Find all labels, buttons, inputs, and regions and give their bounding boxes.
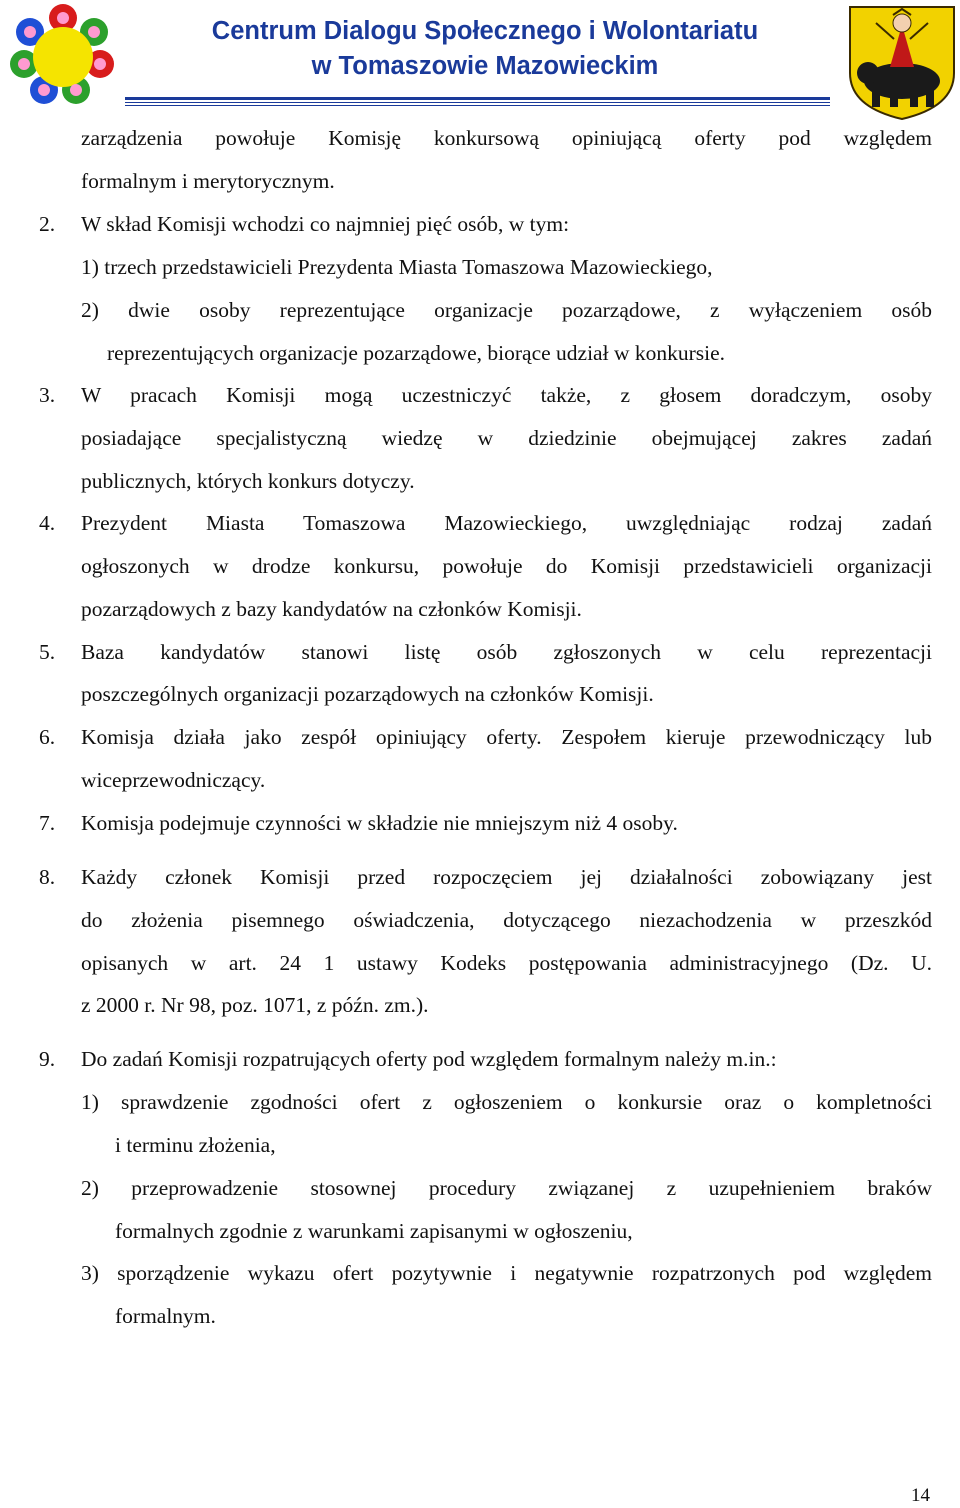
header-rule [125,105,830,106]
paragraph-line: formalnym. [115,1304,216,1328]
item-number: 6. [39,725,56,749]
document-header [0,0,960,115]
item-number: 8. [39,865,56,889]
page-number: 14 [911,1485,930,1506]
flower-logo-icon [4,2,122,106]
list-item: 3) sporządzenie wykazu ofert pozytywnie i negatywnie rozpatrzonych pod względem [81,1261,932,1285]
header-rule [125,97,830,100]
city-crest-icon [846,3,958,121]
item-number: 5. [39,640,56,664]
paragraph-line: Komisja podejmuje czynności w składzie nie mniejszym niż 4 osoby. [81,811,678,835]
list-item: 1) sprawdzenie zgodności ofert z ogłoszeniem o konkursie oraz o kompletności [81,1090,932,1114]
paragraph-line: Do zadań Komisji rozpatrujących oferty pod względem formalnym należy m.in.: [81,1047,777,1071]
paragraph-line: Baza kandydatów stanowi listę osób zgłoszonych w celu reprezentacji [81,640,932,664]
organization-name-line-2: w Tomaszowie Mazowieckim [311,52,659,80]
item-number: 7. [39,811,56,835]
list-item: 2) przeprowadzenie stosownej procedury związanej z uzupełnieniem braków [81,1176,932,1200]
paragraph-line: zarządzenia powołuje Komisję konkursową opiniującą oferty pod względem [81,126,932,150]
paragraph-line: W skład Komisji wchodzi co najmniej pięć osób, w tym: [81,212,570,236]
paragraph-line: W pracach Komisji mogą uczestniczyć także, z głosem doradczym, osoby [81,383,932,407]
paragraph-line: i terminu złożenia, [115,1133,276,1157]
paragraph-line: formalnym i merytorycznym. [81,169,335,193]
paragraph-line: wiceprzewodniczący. [81,768,266,792]
paragraph-line: z 2000 r. Nr 98, poz. 1071, z późn. zm.). [81,993,429,1017]
paragraph-line: do złożenia pisemnego oświadczenia, dotyczącego niezachodzenia w przeszkód [81,908,932,932]
list-item: 1) trzech przedstawicieli Prezydenta Miasta Tomaszowa Mazowieckiego, [81,255,713,279]
paragraph-line: publicznych, których konkurs dotyczy. [81,469,415,493]
paragraph-line: Komisja działa jako zespół opiniujący oferty. Zespołem kieruje przewodniczący lub [81,725,932,749]
item-number: 4. [39,511,56,535]
paragraph-line: ogłoszonych w drodze konkursu, powołuje do Komisji przedstawicieli organizacji [81,554,932,578]
paragraph-line: Każdy członek Komisji przed rozpoczęciem jej działalności zobowiązany jest [81,865,932,889]
item-number: 2. [39,212,56,236]
paragraph-line: opisanych w art. 24 1 ustawy Kodeks postępowania administracyjnego (Dz. U. [81,951,932,975]
list-item: 2) dwie osoby reprezentujące organizacje pozarządowe, z wyłączeniem osób [81,298,932,322]
organization-name-line-1: Centrum Dialogu Społecznego i Wolontariatu [211,17,759,45]
item-number: 3. [39,383,56,407]
organization-name [130,14,840,84]
paragraph-line: Prezydent Miasta Tomaszowa Mazowieckiego, uwzględniając rodzaj zadań [81,511,932,535]
paragraph-line: poszczególnych organizacji pozarządowych na członków Komisji. [81,682,654,706]
header-rule [125,102,830,103]
paragraph-line: reprezentujących organizacje pozarządowe, biorące udział w konkursie. [107,341,726,365]
paragraph-line: posiadające specjalistyczną wiedzę w dziedzinie obejmującej zakres zadań [81,426,932,450]
paragraph-line: pozarządowych z bazy kandydatów na członków Komisji. [81,597,582,621]
paragraph-line: formalnych zgodnie z warunkami zapisanymi w ogłoszeniu, [115,1219,633,1243]
item-number: 9. [39,1047,56,1071]
